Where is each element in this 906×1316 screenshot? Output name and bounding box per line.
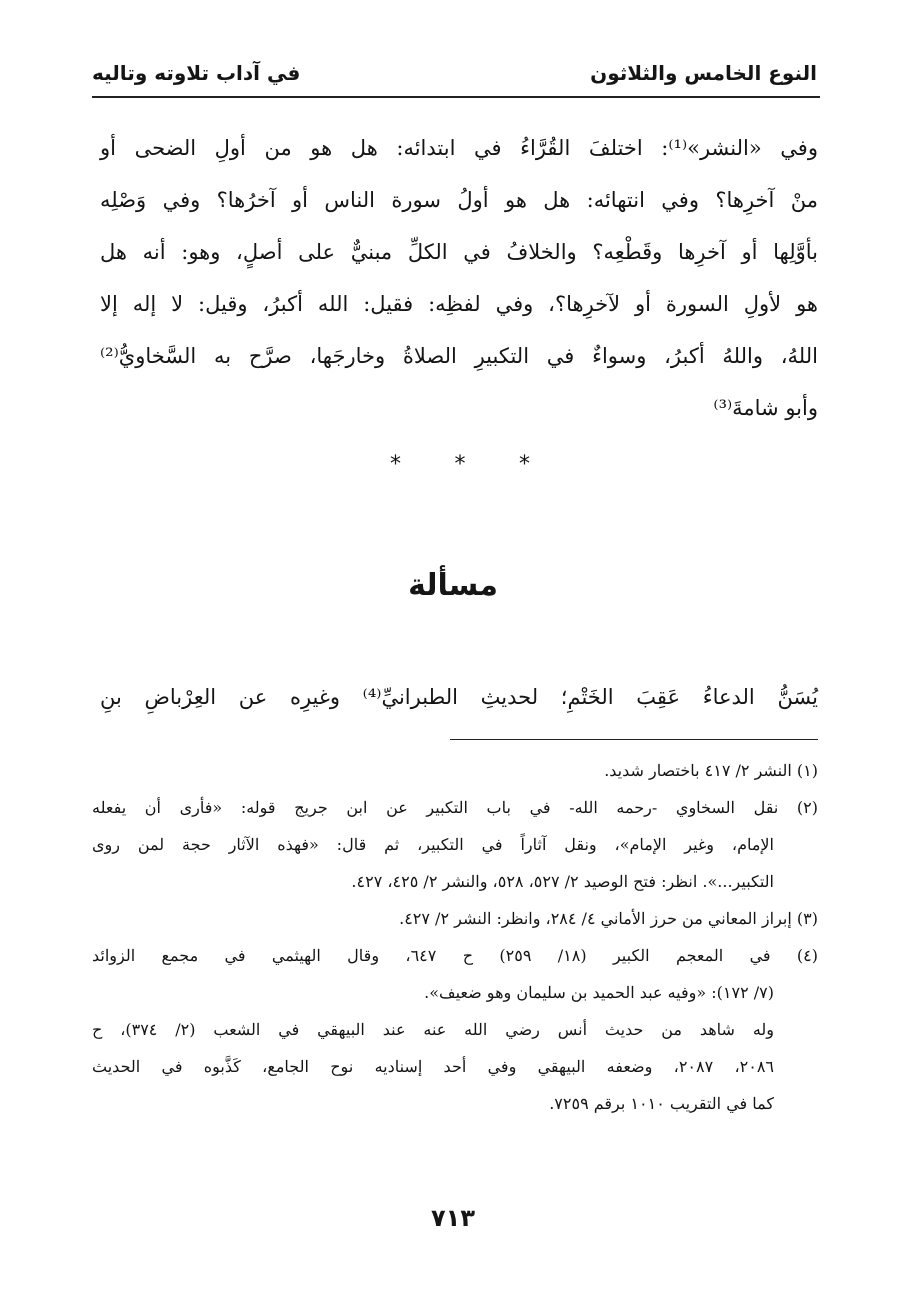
footnotes — [92, 752, 818, 1122]
footnote-line: (١) النشر ٢/ ٤١٧ باختصار شديد. — [604, 761, 818, 780]
footnote-1 — [92, 752, 818, 789]
footnote-line: وله شاهد من حديث أنس رضي الله عنه عند البيهقي في الشعب (٢/ ٣٧٤)، ح — [92, 1020, 775, 1039]
page-number: ٧١٣ — [431, 1204, 475, 1232]
paragraph-line: وفي «النشر»⁽¹⁾: اختلفَ القُرَّاءُ في ابتدائه: هل هو من أولِ الضحى أو — [100, 136, 818, 160]
section-running-title: في آداب تلاوته وتاليه — [92, 61, 301, 85]
chapter-title: النوع الخامس والثلاثون — [590, 61, 817, 85]
divider-star: * — [390, 452, 401, 477]
paragraph-line: وأبو شامةَ⁽³⁾ — [713, 396, 818, 420]
paragraph-line: منْ آخرِها؟ وفي انتهائه: هل هو أولُ سورة الناس أو آخرُها؟ وفي وَصْلِه — [100, 188, 818, 212]
header-rule — [92, 96, 820, 98]
paragraph-line: بأوَّلِها أو آخرِها وقَطْعِه؟ والخلافُ في الكلِّ مبنيٌّ على أصلٍ، وهو: أنه هل — [100, 240, 818, 264]
paragraph-line: هو لأولِ السورة أو لآخرِها؟، وفي لفظِه: فقيل: الله أكبرُ، وقيل: لا إله إلا — [100, 292, 818, 316]
section-first-line: يُسَنُّ الدعاءُ عَقِبَ الخَتْمِ؛ لحديثِ الطبرانيِّ⁽⁴⁾ وغيرِه عن العِرْباضِ بنِ — [100, 685, 819, 709]
footnote-line: كما في التقريب ١٠١٠ برقم ٧٢٥٩. — [549, 1094, 774, 1113]
footnote-line: (٢) نقل السخاوي -رحمه الله- في باب التكبير عن ابن جريج قوله: «فأرى أن يفعله — [92, 798, 818, 817]
footnote-3 — [92, 900, 818, 937]
divider-star: * — [519, 452, 530, 477]
section-divider — [390, 452, 530, 477]
main-paragraph — [100, 122, 818, 434]
footnote-line: الإمام، وغير الإمام»، ونقل آثاراً في التكبير، ثم قال: «فهذه الآثار حجة لمن روى — [92, 835, 774, 854]
running-header — [92, 52, 817, 94]
footnote-line: التكبير...». انظر: فتح الوصيد ٢/ ٥٢٧، ٥٢٨، والنشر ٢/ ٤٢٥، ٤٢٧. — [351, 872, 774, 891]
footnote-4 — [92, 937, 818, 1122]
divider-star: * — [454, 452, 466, 477]
footnote-line: (٧/ ١٧٢): «وفيه عبد الحميد بن سليمان وهو ضعيف». — [424, 983, 774, 1002]
footnote-line: ٢٠٨٦، ٢٠٨٧، وضعفه البيهقي وفي أحد إسناديه نوح الجامع، كَذَّبوه في الحديث — [92, 1057, 775, 1076]
paragraph-line: اللهُ، واللهُ أكبرُ، وسواءٌ في التكبيرِ الصلاةُ وخارجَها، صرَّح به السَّخاويُّ⁽²⁾ — [100, 344, 818, 368]
footnote-line: (٤) في المعجم الكبير (١٨/ ٢٥٩) ح ٦٤٧، وقال الهيثمي في مجمع الزوائد — [92, 946, 818, 965]
footnote-2 — [92, 789, 818, 900]
footnote-line: (٣) إبراز المعاني من حرز الأماني ٤/ ٢٨٤، وانظر: النشر ٢/ ٤٢٧. — [399, 909, 818, 928]
footnote-rule — [450, 739, 818, 740]
section-heading: مسألة — [408, 568, 498, 603]
